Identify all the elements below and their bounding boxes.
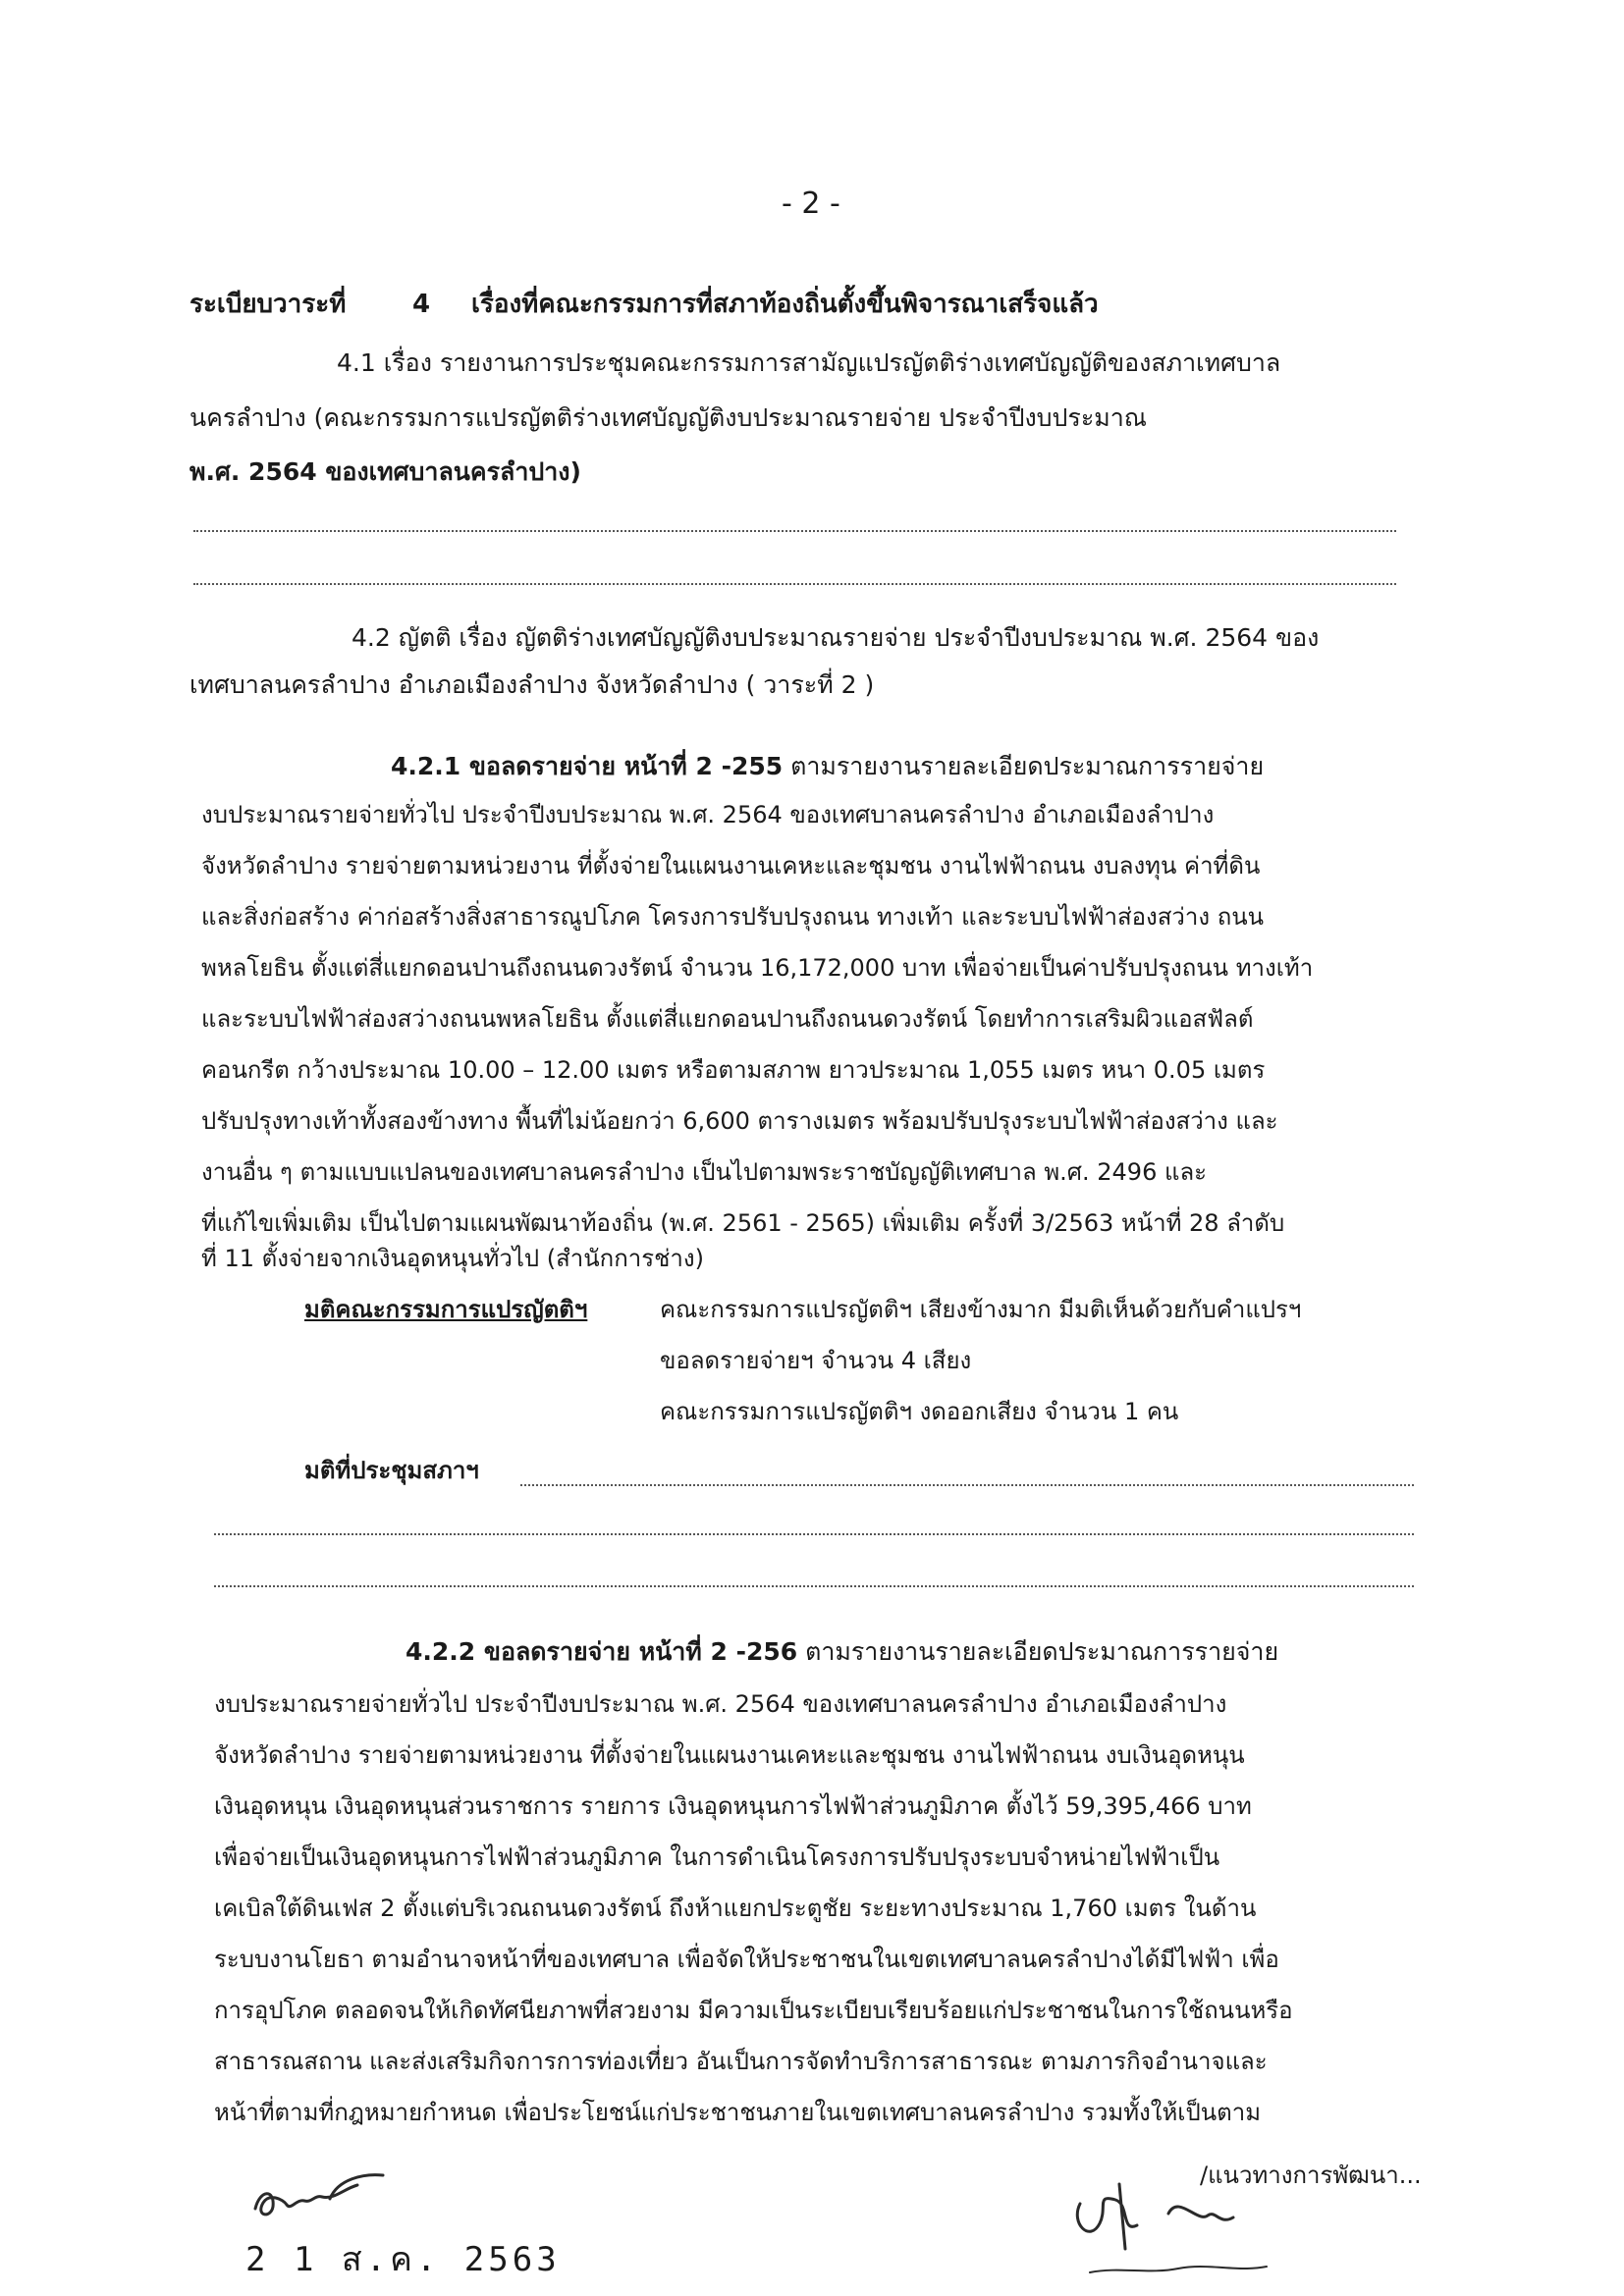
item-4-2-1-line: ปรับปรุงทางเท้าทั้งสองข้างทาง พื้นที่ไม่น้อยกว่า 6,600 ตารางเมตร พร้อมปรับปรุงระบบไฟฟ้าส่องสว่าง และ	[201, 1107, 1278, 1135]
item-4-2-2-line: ระบบงานโยธา ตามอำนาจหน้าที่ของเทศบาล เพื่อจัดให้ประชาชนในเขตเทศบาลนครลำปางได้มีไฟฟ้า เพื่อ	[214, 1946, 1279, 1973]
page-number: - 2 -	[782, 187, 840, 221]
committee-resolution-line: ขอลดรายจ่ายฯ จำนวน 4 เสียง	[660, 1347, 972, 1374]
item-4-2-2-line: จังหวัดลำปาง รายจ่ายตามหน่วยงาน ที่ตั้งจ่ายในแผนงานเคหะและชุมชน งานไฟฟ้าถนน งบเงินอุดหนุน	[214, 1741, 1245, 1769]
signature-right	[1060, 2164, 1296, 2282]
blank-line	[520, 1484, 1414, 1486]
committee-resolution-line: คณะกรรมการแปรญัตติฯ งดออกเสียง จำนวน 1 คน	[660, 1398, 1179, 1425]
council-resolution-label: มติที่ประชุมสภาฯ	[304, 1457, 479, 1484]
item-4-2-1-line: พหลโยธิน ตั้งแต่สี่แยกดอนปานถึงถนนดวงรัตน์ จำนวน 16,172,000 บาท เพื่อจ่ายเป็นค่าปรับปรุงถนน ทางเท้า	[201, 954, 1314, 982]
item-4-2-1-first-line	[391, 749, 1264, 784]
continuation-note: /แนวทางการพัฒนา...	[1200, 2162, 1422, 2189]
blank-line	[214, 1533, 1414, 1535]
item-4-2-1-lead-rest: ตามรายงานรายละเอียดประมาณการรายจ่าย	[783, 752, 1265, 780]
item-4-2-line: 4.2 ญัตติ เรื่อง ญัตติร่างเทศบัญญัติงบประมาณรายจ่าย ประจำปีงบประมาณ พ.ศ. 2564 ของ	[352, 623, 1320, 652]
committee-resolution-label: มติคณะกรรมการแปรญัตติฯ	[304, 1296, 588, 1323]
signature-left	[236, 2160, 432, 2238]
item-4-2-1-line: และสิ่งก่อสร้าง ค่าก่อสร้างสิ่งสาธารณูปโภค โครงการปรับปรุงถนน ทางเท้า และระบบไฟฟ้าส่องสว่าง ถนน	[201, 903, 1265, 931]
item-4-2-1-line: ที่แก้ไขเพิ่มเติม เป็นไปตามแผนพัฒนาท้องถิ่น (พ.ศ. 2561 - 2565) เพิ่มเติม ครั้งที่ 3/2563 หน้าที่ 28 ลำดับ	[201, 1209, 1285, 1237]
date-stamp: 2 1 ส.ค. 2563	[245, 2240, 561, 2279]
item-4-2-2-line: สาธารณสถาน และส่งเสริมกิจการการท่องเที่ยว อันเป็นการจัดทำบริการสาธารณะ ตามภารกิจอำนาจและ	[214, 2048, 1268, 2075]
item-4-2-line: เทศบาลนครลำปาง อำเภอเมืองลำปาง จังหวัดลำปาง ( วาระที่ 2 )	[189, 670, 875, 699]
item-4-2-1-line: จังหวัดลำปาง รายจ่ายตามหน่วยงาน ที่ตั้งจ่ายในแผนงานเคหะและชุมชน งานไฟฟ้าถนน งบลงทุน ค่าที่ดิน	[201, 852, 1261, 880]
blank-line	[193, 583, 1396, 585]
blank-line	[214, 1585, 1414, 1587]
item-4-2-2-line: เงินอุดหนุน เงินอุดหนุนส่วนราชการ รายการ เงินอุดหนุนการไฟฟ้าส่วนภูมิภาค ตั้งไว้ 59,395,466 บาท	[214, 1792, 1252, 1820]
item-4-1-line: 4.1 เรื่อง รายงานการประชุมคณะกรรมการสามัญแปรญัตติร่างเทศบัญญัติของสภาเทศบาล	[337, 348, 1281, 377]
item-4-1-line: พ.ศ. 2564 ของเทศบาลนครลำปาง)	[189, 457, 581, 486]
item-4-2-1-line: คอนกรีต กว้างประมาณ 10.00 – 12.00 เมตร หรือตามสภาพ ยาวประมาณ 1,055 เมตร หนา 0.05 เมตร	[201, 1056, 1266, 1084]
blank-line	[193, 530, 1396, 532]
committee-resolution-line: คณะกรรมการแปรญัตติฯ เสียงข้างมาก มีมติเห็นด้วยกับคำแปรฯ	[660, 1296, 1302, 1323]
item-4-2-2-lead: 4.2.2 ขอลดรายจ่าย หน้าที่ 2 -256	[406, 1637, 798, 1666]
agenda-label: ระเบียบวาระที่	[189, 290, 347, 319]
item-4-2-1-line: งานอื่น ๆ ตามแบบแปลนของเทศบาลนครลำปาง เป็นไปตามพระราชบัญญัติเทศบาล พ.ศ. 2496 และ	[201, 1158, 1208, 1186]
agenda-title: เรื่องที่คณะกรรมการที่สภาท้องถิ่นตั้งขึ้นพิจารณาเสร็จแล้ว	[471, 290, 1099, 319]
item-4-2-1-line: ที่ 11 ตั้งจ่ายจากเงินอุดหนุนทั่วไป (สำนักการช่าง)	[201, 1245, 704, 1272]
item-4-2-1-line: งบประมาณรายจ่ายทั่วไป ประจำปีงบประมาณ พ.ศ. 2564 ของเทศบาลนครลำปาง อำเภอเมืองลำปาง	[201, 801, 1215, 828]
item-4-2-2-lead-rest: ตามรายงานรายละเอียดประมาณการรายจ่าย	[797, 1637, 1279, 1666]
item-4-2-2-line: การอุปโภค ตลอดจนให้เกิดทัศนียภาพที่สวยงาม มีความเป็นระเบียบเรียบร้อยแก่ประชาชนในการใช้ถนนหรือ	[214, 1997, 1293, 2024]
item-4-2-1-lead: 4.2.1 ขอลดรายจ่าย หน้าที่ 2 -255	[391, 752, 784, 780]
item-4-2-2-line: เคเบิลใต้ดินเฟส 2 ตั้งแต่บริเวณถนนดวงรัตน์ ถึงห้าแยกประตูชัย ระยะทางประมาณ 1,760 เมตร ในด้าน	[214, 1895, 1257, 1922]
item-4-2-2-line: งบประมาณรายจ่ายทั่วไป ประจำปีงบประมาณ พ.ศ. 2564 ของเทศบาลนครลำปาง อำเภอเมืองลำปาง	[214, 1690, 1227, 1718]
item-4-1-line: นครลำปาง (คณะกรรมการแปรญัตติร่างเทศบัญญัติงบประมาณรายจ่าย ประจำปีงบประมาณ	[189, 403, 1147, 432]
item-4-2-2-line: เพื่อจ่ายเป็นเงินอุดหนุนการไฟฟ้าส่วนภูมิภาค ในการดำเนินโครงการปรับปรุงระบบจำหน่ายไฟฟ้าเป็น	[214, 1843, 1220, 1871]
agenda-number: 4	[412, 290, 431, 319]
item-4-2-2-line: หน้าที่ตามที่กฎหมายกำหนด เพื่อประโยชน์แก่ประชาชนภายในเขตเทศบาลนครลำปาง รวมทั้งให้เป็นตาม	[214, 2099, 1262, 2126]
item-4-2-2-first-line	[406, 1634, 1278, 1670]
item-4-2-1-line: และระบบไฟฟ้าส่องสว่างถนนพหลโยธิน ตั้งแต่สี่แยกดอนปานถึงถนนดวงรัตน์ โดยทำการเสริมผิวแอสฟัลต์	[201, 1005, 1254, 1033]
